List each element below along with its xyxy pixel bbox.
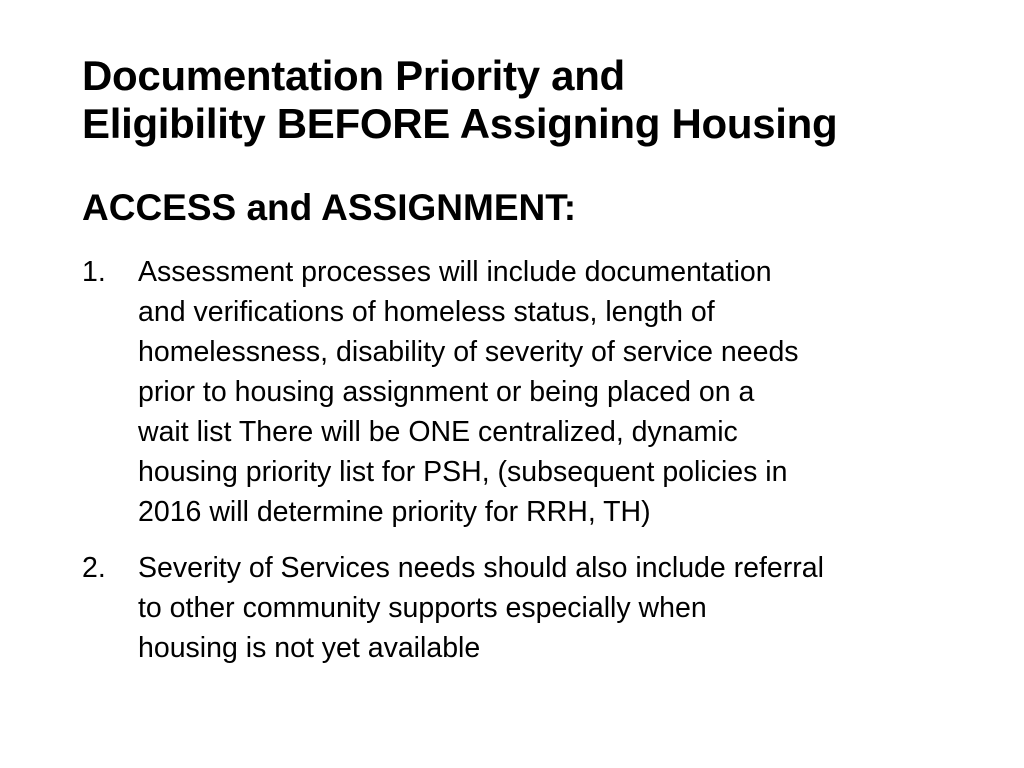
- list-item-text-line: to other community supports especially when: [138, 592, 707, 624]
- list-item-text-line: wait list There will be ONE centralized, dynamic: [138, 416, 738, 448]
- list-item-text-line: housing is not yet available: [138, 632, 481, 664]
- list-item-text-line: homelessness, disability of severity of service needs: [138, 336, 799, 368]
- slide-title-line: Eligibility BEFORE Assigning Housing: [82, 100, 838, 147]
- list-item-text-line: and verifications of homeless status, length of: [138, 296, 715, 328]
- numbered-list: [82, 252, 962, 668]
- list-item-number: 2.: [82, 552, 106, 584]
- list-item: [82, 548, 962, 668]
- list-item-text-line: housing priority list for PSH, (subsequent policies in: [138, 456, 788, 488]
- slide-title-line: Documentation Priority and: [82, 52, 625, 99]
- list-item: [82, 252, 962, 532]
- list-item-text-line: Severity of Services needs should also include referral: [138, 552, 824, 584]
- list-item-text-line: 2016 will determine priority for RRH, TH): [138, 496, 651, 528]
- slide-title: [82, 52, 982, 148]
- section-heading: ACCESS and ASSIGNMENT:: [82, 187, 577, 228]
- list-item-number: 1.: [82, 256, 106, 288]
- list-item-text-line: Assessment processes will include documentation: [138, 256, 772, 288]
- list-item-text-line: prior to housing assignment or being placed on a: [138, 376, 755, 408]
